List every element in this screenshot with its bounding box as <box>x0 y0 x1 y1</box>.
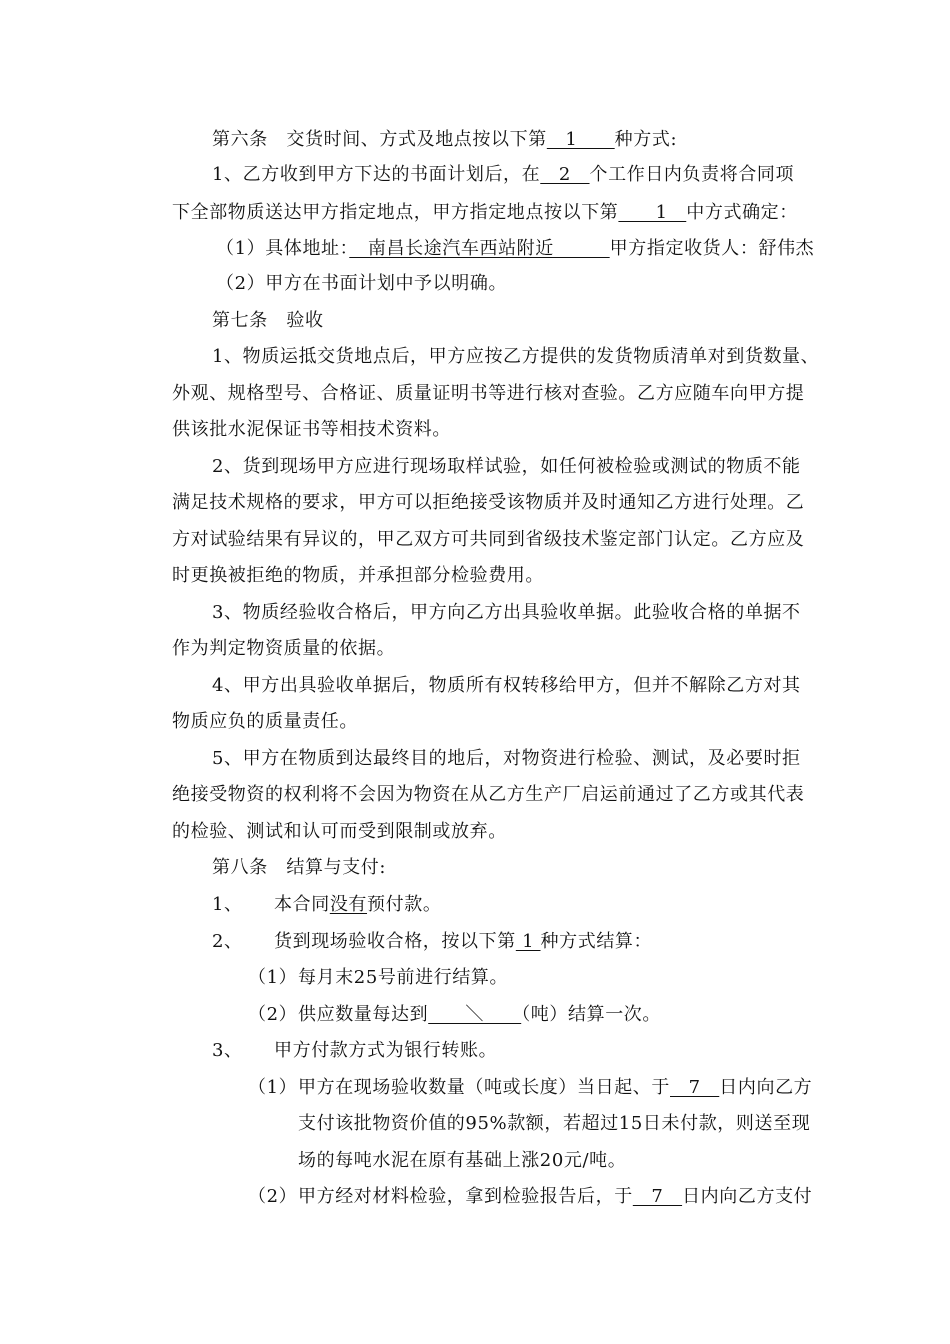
article-7-p2-line: 方对试验结果有异议的，甲乙双方可共同到省级技术鉴定部门认定。乙方应及 <box>172 529 805 550</box>
fill-blank: 1 <box>618 202 687 223</box>
article-7-p4-line: 4、甲方出具验收单据后，物质所有权转移给甲方，但并不解除乙方对其 <box>212 675 801 696</box>
article-8-item-2-sub-2 <box>248 1003 661 1027</box>
text: 甲方在现场验收数量（吨或长度）当日起、于 <box>298 1077 670 1098</box>
article-7-p2-line: 满足技术规格的要求，甲方可以拒绝接受该物质并及时通知乙方进行处理。乙 <box>172 492 805 513</box>
article-8-item-3 <box>212 1039 497 1063</box>
underlined-text: 没有 <box>329 894 368 915</box>
fill-blank: 2 <box>540 164 590 185</box>
text: 本合同 <box>274 894 330 915</box>
text: 每月末25号前进行结算。 <box>298 967 509 988</box>
text: （吨）结算一次。 <box>521 1004 662 1025</box>
sub-number: （2） <box>248 1186 298 1207</box>
article-7-p1-line: 供该批水泥保证书等相技术资料。 <box>172 419 451 440</box>
text: 甲方指定收货人：舒伟杰 <box>609 238 815 259</box>
text: 中方式确定： <box>686 202 798 223</box>
fill-blank: 1 <box>546 129 615 150</box>
article-6-sub-2: （2）甲方在书面计划中予以明确。 <box>216 273 508 294</box>
article-8-item-2-sub-1 <box>248 966 508 990</box>
text: 甲方经对材料检验，拿到检验报告后，于 <box>298 1186 633 1207</box>
article-8-item-2 <box>212 930 652 954</box>
article-6-sub-1 <box>216 237 814 261</box>
article-8-item-3-sub-2 <box>248 1185 812 1209</box>
article-6-item-1-line-1 <box>212 163 794 187</box>
article-7-p1-line: 外观、规格型号、合格证、质量证明书等进行核对查验。乙方应随车向甲方提 <box>172 383 805 404</box>
article-8-item-1 <box>212 893 441 917</box>
article-7-p3-line: 作为判定物资质量的依据。 <box>172 638 396 659</box>
sub-number: （1） <box>248 967 298 988</box>
article-6-item-1-line-2 <box>172 201 798 225</box>
article-8-item-3-sub-1-line-3: 场的每吨水泥在原有基础上涨20元/吨。 <box>298 1150 627 1171</box>
text: 1、乙方收到甲方下达的书面计划后，在 <box>212 164 541 185</box>
sub-number: （1） <box>248 1077 298 1098</box>
text: （1）具体地址： <box>216 238 350 259</box>
fill-blank: ＼ <box>428 1004 522 1025</box>
text: 第六条 交货时间、方式及地点按以下第 <box>212 129 547 150</box>
article-7-p5-line: 绝接受物资的权利将不会因为物资在从乙方生产厂启运前通过了乙方或其代表 <box>172 784 805 805</box>
text: 下全部物质送达甲方指定地点，甲方指定地点按以下第 <box>172 202 619 223</box>
fill-blank: 7 <box>632 1186 683 1207</box>
item-number: 3、 <box>212 1040 243 1061</box>
address-blank: 南昌长途汽车西站附近 <box>349 238 610 259</box>
text: 供应数量每达到 <box>298 1004 429 1025</box>
item-number: 1、 <box>212 894 243 915</box>
article-7-p5-line: 的检验、测试和认可而受到限制或放弃。 <box>172 821 507 842</box>
text: 日内向乙方支付 <box>682 1186 813 1207</box>
article-7-p5-line: 5、甲方在物质到达最终目的地后，对物资进行检验、测试，及必要时拒 <box>212 748 801 769</box>
text: 货到现场验收合格，按以下第 <box>274 931 516 952</box>
article-7-p1-line: 1、物质运抵交货地点后，甲方应按乙方提供的发货物质清单对到货数量、 <box>212 346 820 367</box>
article-7-heading: 第七条 验收 <box>212 310 324 331</box>
article-8-item-3-sub-1-line-1 <box>248 1076 812 1100</box>
article-7-p3-line: 3、物质经验收合格后，甲方向乙方出具验收单据。此验收合格的单据不 <box>212 602 801 623</box>
article-7-p2-line: 时更换被拒绝的物质，并承担部分检验费用。 <box>172 565 544 586</box>
fill-blank: 1 <box>515 931 541 952</box>
text: 个工作日内负责将合同项 <box>589 164 795 185</box>
article-8-heading: 第八条 结算与支付: <box>212 857 387 878</box>
article-7-p4-line: 物质应负的质量责任。 <box>172 711 358 732</box>
article-7-p2-line: 2、货到现场甲方应进行现场取样试验，如任何被检验或测试的物质不能 <box>212 456 801 477</box>
article-8-item-3-sub-1-line-2: 支付该批物资价值的95%款额，若超过15日未付款，则送至现 <box>298 1113 811 1134</box>
text: 日内向乙方 <box>719 1077 813 1098</box>
article-6-heading <box>212 128 677 152</box>
sub-number: （2） <box>248 1004 298 1025</box>
text: 甲方付款方式为银行转账。 <box>274 1040 498 1061</box>
text: 种方式: <box>614 129 678 150</box>
fill-blank: 7 <box>670 1077 720 1098</box>
text: 种方式结算： <box>540 931 653 952</box>
item-number: 2、 <box>212 931 243 952</box>
text: 预付款。 <box>367 894 442 915</box>
